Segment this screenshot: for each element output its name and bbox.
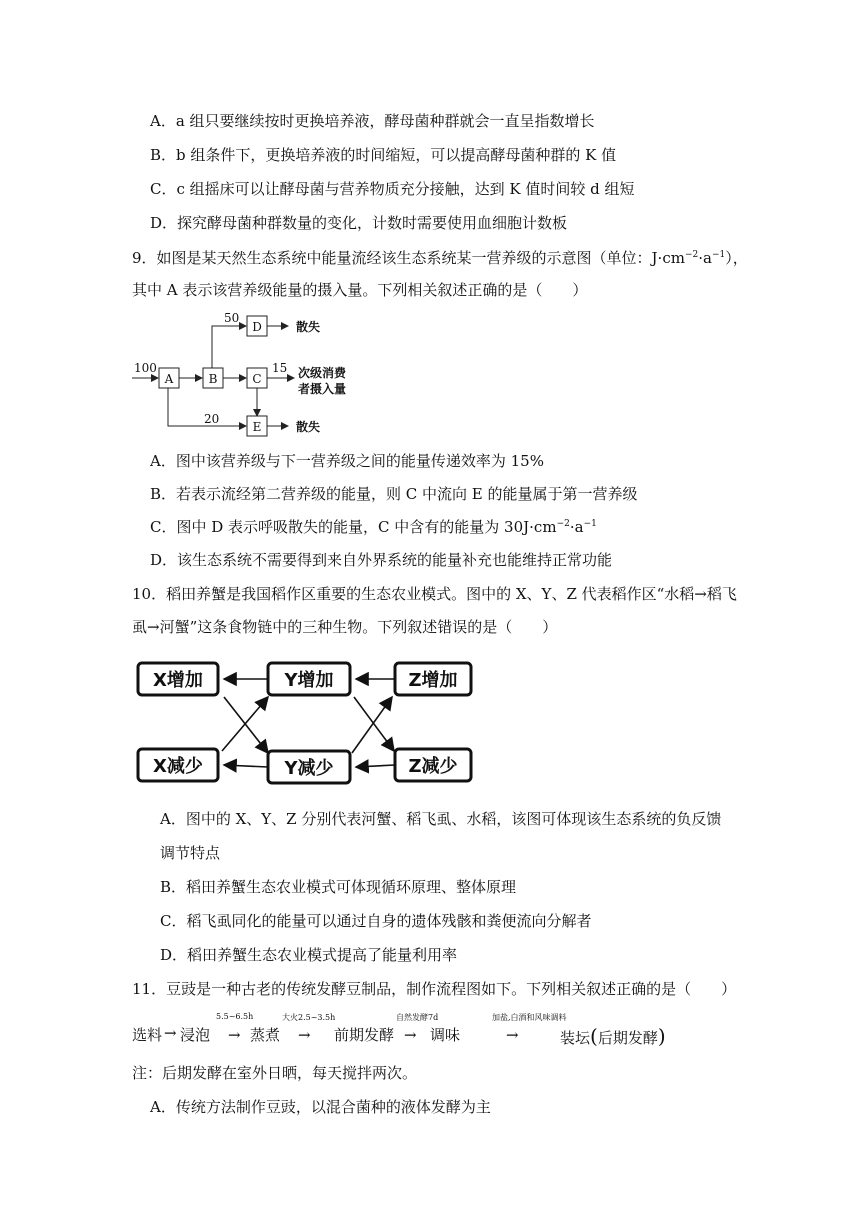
x-increase: X增加 [153,670,203,691]
q10-option-d: D．稻田养蟹生态农业模式提高了能量利用率 [160,946,458,964]
x-decrease: X减少 [153,756,203,777]
q9-option-b: B．若表示流经第二营养级的能量，则 C 中流向 E 的能量属于第一营养级 [150,485,638,503]
arrow-2: → [228,1026,241,1044]
q8-option-a: A．a 组只要继续按时更换培养液，酵母菌种群就会一直呈指数增长 [150,112,595,130]
arrow-4: → [404,1026,417,1044]
step-select: 选料 [132,1026,163,1044]
q9-stem-line1: 9．如图是某天然生态系统中能量流经该生态系统某一营养级的示意图（单位：$J\cdot cm^{-2}\cdot a^{-1}$）， [132,249,748,267]
q11-option-a: A．传统方法制作豆豉，以混合菌种的液体发酵为主 [150,1098,491,1116]
label-d-dissipate: 散失 [296,320,321,334]
q10-option-a-line2: 调节特点 [160,844,221,862]
y-increase: Y增加 [284,670,334,691]
cond-natural-ferment: 自然发酵7d [396,1013,439,1022]
q9-stem-line2: 其中 A 表示该营养级能量的摄入量。下列相关叙述正确的是（ ） [132,281,588,299]
step-steam: 蒸煮 [250,1026,281,1044]
q10-option-b: B．稻田养蟹生态农业模式可体现循环原理、整体原理 [160,878,517,896]
box-b-label: B [208,372,218,386]
q10-option-a-line1: A．图中的 X、Y、Z 分别代表河蟹、稻飞虱、水稻，该图可体现该生态系统的负反馈 [160,810,722,828]
box-d-label: D [252,320,262,334]
douchi-process-flow [132,1012,692,1052]
z-increase: Z增加 [408,670,458,691]
q8-option-b: B．b 组条件下，更换培养液的时间缩短，可以提高酵母菌种群的 K 值 [150,146,617,164]
arrow-5: → [506,1026,519,1044]
step-pre-ferment: 前期发酵 [334,1026,395,1044]
box-c-label: C [252,372,262,386]
to-e-value: 20 [204,412,220,426]
q11-note: 注：后期发酵在室外日晒，每天搅拌两次。 [132,1064,418,1082]
label-consumer-1: 次级消费 [298,366,347,380]
feedback-diagram [132,657,477,789]
label-e-dissipate: 散失 [296,420,321,434]
q11-stem: 11．豆豉是一种古老的传统发酵豆制品，制作流程图如下。下列相关叙述正确的是（ ） [132,980,737,998]
cond-steam-time: 大火2.5~3.5h [282,1013,336,1022]
z-decrease: Z减少 [408,756,458,777]
q9-option-a: A．图中该营养级与下一营养级之间的能量传递效率为 15% [150,452,544,470]
q8-option-c: C．c 组摇床可以让酵母菌与营养物质充分接触，达到 K 值时间较 d 组短 [150,180,635,198]
box-e-label: E [252,420,262,434]
label-consumer-2: 者摄入量 [298,382,347,396]
q10-stem-line1: 10．稻田养蟹是我国稻作区重要的生态农业模式。图中的 X、Y、Z 代表稻作区“水稻→稻飞 [132,585,737,603]
q10-stem-line2: 虱→河蟹”这条食物链中的三种生物。下列叙述错误的是（ ） [132,618,558,636]
q10-option-c: C．稻飞虱同化的能量可以通过自身的遗体残骸和粪便流向分解者 [160,912,592,930]
step-soak: 浸泡 [180,1026,211,1044]
to-d-value: 50 [224,311,240,325]
step-season: 调味 [430,1026,461,1044]
box-a-label: A [164,372,174,386]
q8-option-d: D．探究酵母菌种群数量的变化，计数时需要使用血细胞计数板 [150,214,568,232]
q9-option-d: D．该生态系统不需要得到来自外界系统的能量补充也能维持正常功能 [150,551,613,569]
energy-flow-diagram [128,306,368,438]
step-jar: 装坛(后期发酵) [560,1024,666,1048]
input-value: 100 [134,361,157,375]
arrow-1: → [164,1024,177,1042]
cond-soak-time: 5.5~6.5h [216,1012,254,1021]
cond-seasoning: 加盐,白酒和风味调料 [492,1013,567,1022]
y-decrease: Y减少 [284,758,334,779]
arrow-3: → [298,1026,311,1044]
q9-option-c: C．图中 D 表示呼吸散失的能量，C 中含有的能量为 $30J\cdot cm^{-2}\cdot a^{-1}$ [150,518,597,536]
step-post-ferment: 后期发酵 [597,1029,658,1047]
to-consumer-value: 15 [272,361,288,375]
